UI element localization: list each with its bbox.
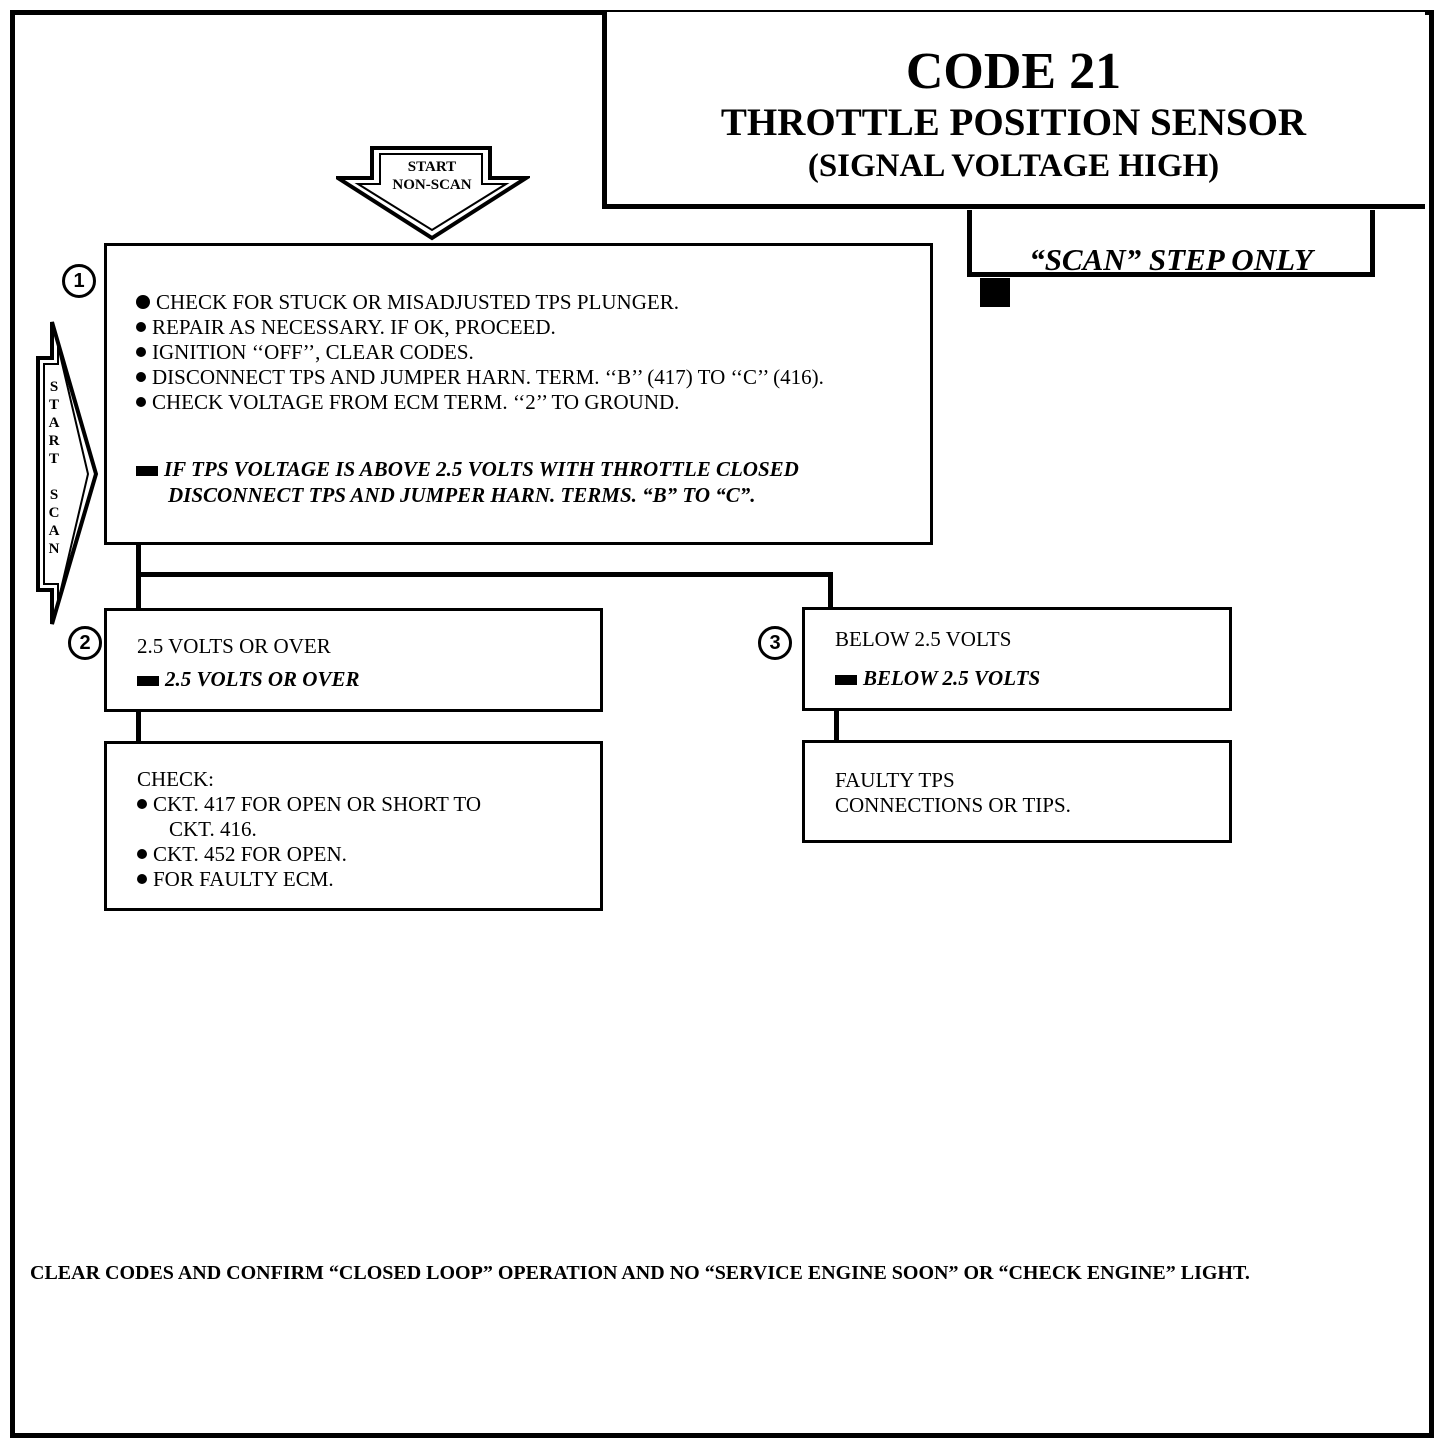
step1-item: REPAIR AS NECESSARY. IF OK, PROCEED. [136, 315, 824, 340]
step1-scan-line1: IF TPS VOLTAGE IS ABOVE 2.5 VOLTS WITH THROTTLE CLOSED [164, 457, 799, 481]
step1-scan-instruction [136, 456, 799, 508]
bullet-icon [136, 372, 146, 382]
start-scan-letter: T [48, 451, 59, 467]
step-number-2: 2 [68, 626, 102, 660]
bullet-icon [137, 849, 147, 859]
scan-marker-icon [136, 466, 158, 476]
step1-item: DISCONNECT TPS AND JUMPER HARN. TERM. ‘‘B’’ (417) TO ‘‘C’’ (416). [136, 365, 824, 390]
step1-item: CHECK FOR STUCK OR MISADJUSTED TPS PLUNGER. [136, 290, 824, 315]
step1-item: IGNITION ‘‘OFF’’, CLEAR CODES. [136, 340, 824, 365]
scan-marker-icon [835, 675, 857, 685]
result2-item-cont: CKT. 416. [169, 817, 257, 841]
step3-text: BELOW 2.5 VOLTS [835, 627, 1012, 651]
start-scan-letter: A [48, 523, 60, 539]
result2-item: CKT. 417 FOR OPEN OR SHORT TO [153, 792, 481, 816]
result2-heading: CHECK: [137, 767, 215, 791]
start-nonscan-line2: NON-SCAN [392, 177, 472, 193]
step-number-1: 1 [62, 264, 96, 298]
start-scan-spacer [44, 468, 64, 486]
scan-legend-box [967, 210, 1375, 277]
start-scan-letter: R [48, 433, 60, 449]
scan-marker-icon [980, 278, 1010, 307]
step2-scan-text: 2.5 VOLTS OR OVER [137, 667, 360, 692]
connector-line [136, 712, 141, 741]
result3-text [835, 768, 1071, 818]
start-scan-letter: S [49, 379, 59, 395]
footer-instruction: CLEAR CODES AND CONFIRM “CLOSED LOOP” OPERATION AND NO “SERVICE ENGINE SOON” OR “CHECK ENGINE” LIGHT. [30, 1262, 1250, 1284]
page-subtitle: THROTTLE POSITION SENSOR [720, 101, 1307, 144]
bullet-icon [136, 347, 146, 357]
step3-scan-text: BELOW 2.5 VOLTS [835, 666, 1040, 691]
bullet-icon [137, 874, 147, 884]
condition-label: (SIGNAL VOLTAGE HIGH) [807, 148, 1220, 184]
result3-line1: FAULTY TPS [835, 768, 955, 792]
step-number-3: 3 [758, 626, 792, 660]
scan-marker-icon [137, 676, 159, 686]
connector-line [834, 711, 839, 740]
step1-scan-line2: DISCONNECT TPS AND JUMPER HARN. TERMS. “B” TO “C”. [168, 483, 756, 507]
step2-text: 2.5 VOLTS OR OVER [137, 634, 331, 658]
result2-item: CKT. 452 FOR OPEN. [153, 842, 347, 866]
result2-item: FOR FAULTY ECM. [153, 867, 334, 891]
page-title: CODE 21 [905, 43, 1122, 100]
result3-line2: CONNECTIONS OR TIPS. [835, 793, 1071, 817]
start-nonscan-line1: START [407, 159, 457, 175]
scan-legend-label: “SCAN” STEP ONLY [1029, 242, 1313, 277]
step1-item: CHECK VOLTAGE FROM ECM TERM. ‘‘2’’ TO GROUND. [136, 390, 824, 415]
bullet-icon [136, 397, 146, 407]
start-scan-letter: A [48, 415, 60, 431]
bullet-icon [136, 295, 150, 309]
step3-box [802, 607, 1232, 711]
start-scan-label [44, 378, 64, 558]
bullet-icon [137, 799, 147, 809]
start-scan-letter: T [48, 397, 59, 413]
result2-checklist [137, 767, 481, 892]
connector-line [136, 572, 833, 577]
start-nonscan-label [392, 158, 472, 194]
bullet-icon [136, 322, 146, 332]
step1-checklist [136, 290, 824, 415]
step2-box [104, 608, 603, 712]
start-scan-letter: S [49, 487, 59, 503]
connector-line [828, 572, 833, 608]
start-scan-letter: C [48, 505, 60, 521]
start-scan-letter: N [48, 541, 60, 557]
